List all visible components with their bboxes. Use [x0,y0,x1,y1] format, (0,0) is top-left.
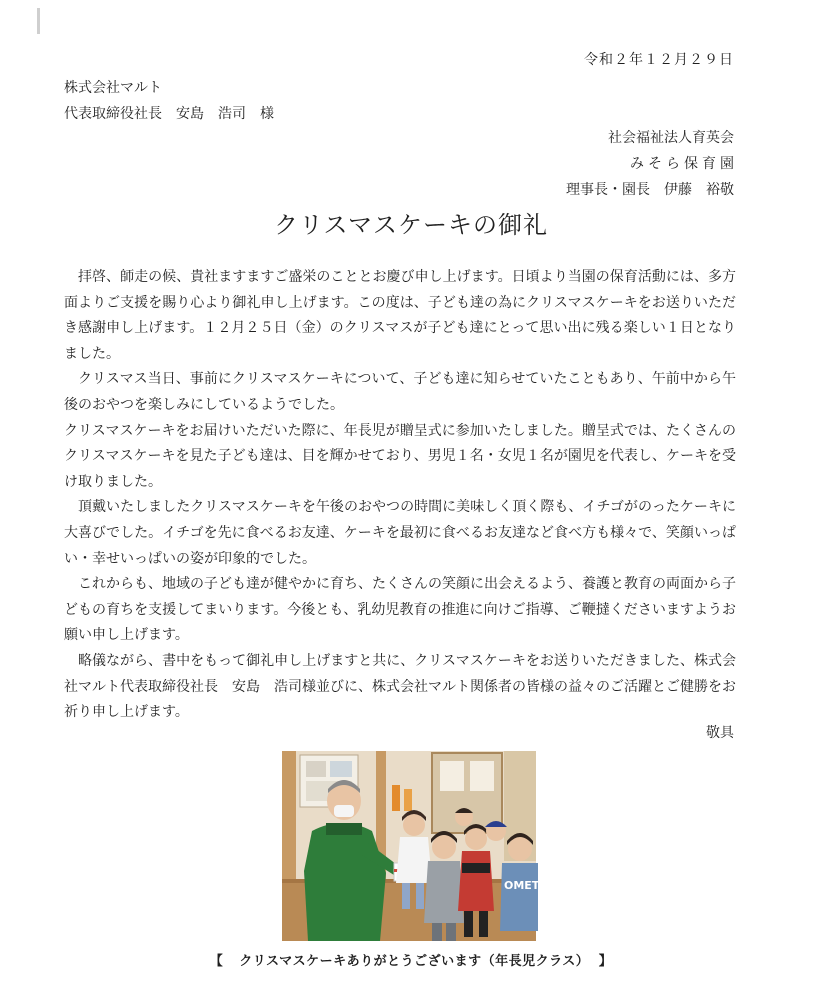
sender-facility: みそら保育園 [630,156,738,172]
caption-text: クリスマスケーキありがとうございます（年長児クラス） [239,954,583,969]
paragraph-greeting: 拝啓、師走の候、貴社ますますご盛栄のこととお慶び申し上げます。日頃より当園の保育活動には、多方面よりご支援を賜り心より御礼申し上げます。この度は、子ども達の為にクリスマスケーキをお送りいただき感謝申し上げます。１２月２５日（金）のクリスマスが子ども達にとって思い出に残る楽しい１日となりました。 [64,269,736,362]
paragraph-christmas-day: クリスマス当日、事前にクリスマスケーキについて、子ども達に知らせていたこともあり、午前中から午後のおやつを楽しみにしているようでした。 [64,371,736,413]
photo-caption [0,950,822,969]
paragraph-ceremony: クリスマスケーキをお届けいただいた際に、年長児が贈呈式に参加いたしました。贈呈式では、たくさんのクリスマスケーキを見た子ども達は、目を輝かせており、男児１名・女児１名が園児を代表し、ケーキを受け取りました。 [64,422,736,490]
recipient-block [64,75,274,127]
sender-director: 理事長・園長 伊藤 裕敬 [566,182,734,198]
paragraph-snack-time: 頂戴いたしましたクリスマスケーキを午後のおやつの時間に美味しく頂く際も、イチゴがのったケーキに大喜びでした。イチゴを先に食べるお友達、ケーキを最初に食べるお友達など食べ方も様々で、笑顔いっぱい・幸せいっぱいの姿が印象的でした。 [64,499,736,567]
child-shirt-text: OMETHI [504,879,553,892]
scan-artifact [37,8,40,34]
caption-bracket-close: 】 [598,954,613,969]
caption-bracket-open: 【 [209,954,224,969]
paragraph-future: これからも、地域の子ども達が健やかに育ち、たくさんの笑顔に出会えるよう、養護と教育の両面から子どもの育ちを支援してまいります。今後とも、乳幼児教育の推進に向けご指導、ご鞭撻くださいますようお願い申し上げます。 [64,576,736,644]
letter-body [64,265,736,726]
sender-block [566,125,738,203]
letter-closing: 敬具 [706,725,734,741]
letter-date: 令和２年１２月２９日 [584,52,734,68]
ceremony-photo-illustration [282,751,553,941]
recipient-company: 株式会社マルト [64,80,162,96]
paragraph-closing-remarks: 略儀ながら、書中をもって御礼申し上げますと共に、クリスマスケーキをお送りいただきました、株式会社マルト代表取締役社長 安島 浩司様並びに、株式会社マルト関係者の皆様の益々のご活躍とご健勝をお祈り申し上げます。 [64,652,736,721]
sender-organization: 社会福祉法人育英会 [608,130,734,146]
recipient-person: 代表取締役社長 安島 浩司 様 [64,106,274,122]
ceremony-photo [282,751,553,941]
letter-title: クリスマスケーキの御礼 [273,211,549,239]
